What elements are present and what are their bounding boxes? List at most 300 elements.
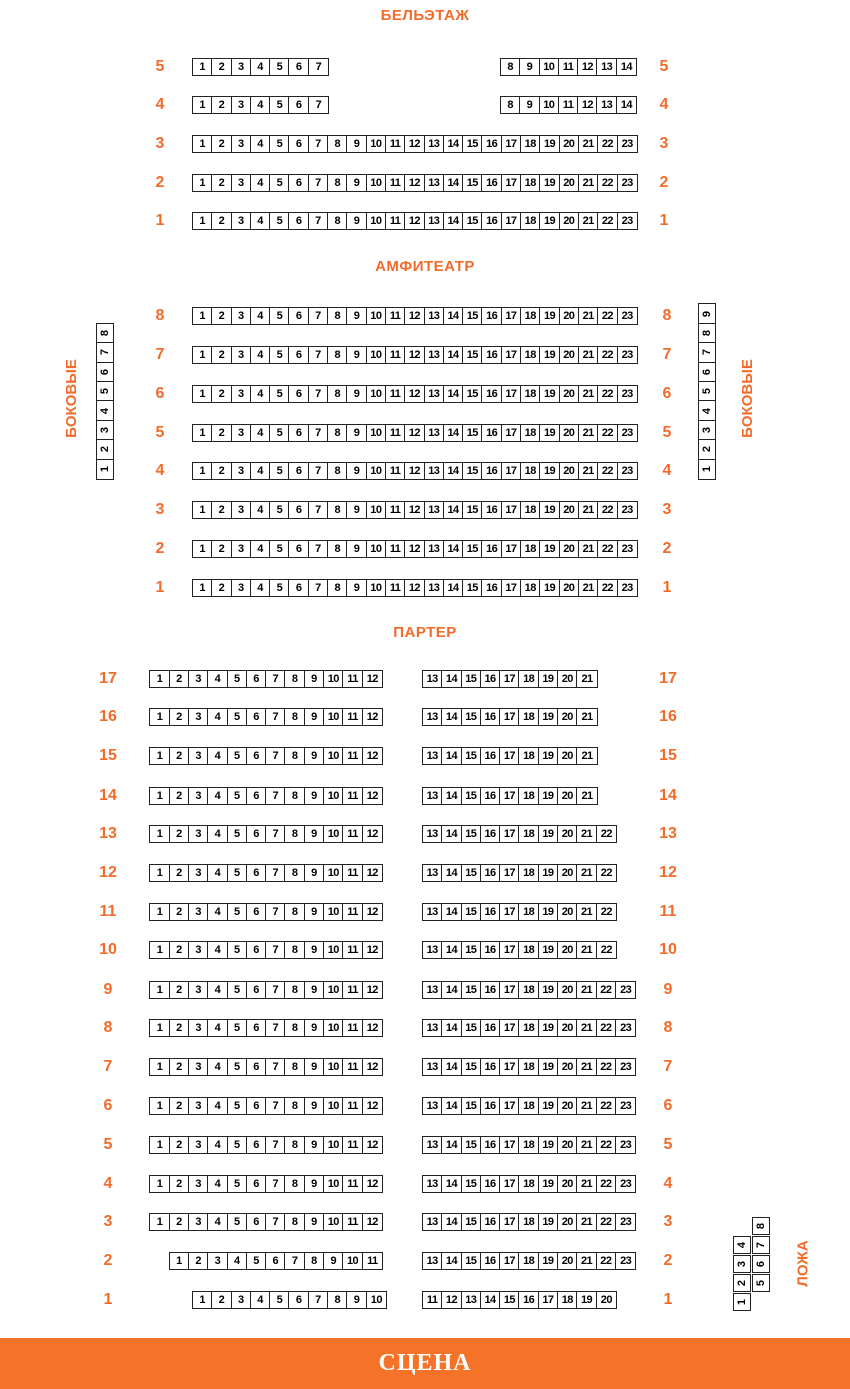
amphitheatre-seat-r7-s8[interactable]: 8	[328, 347, 347, 363]
amphitheatre-seat-r6-s1[interactable]: 1	[193, 386, 212, 402]
stalls-seat-r17-s4[interactable]: 4	[208, 671, 227, 687]
balcony-seat-r4-s4[interactable]: 4	[251, 97, 270, 113]
stalls-seat-r16-s4[interactable]: 4	[208, 709, 227, 725]
amphitheatre-seat-r1-s12[interactable]: 12	[405, 580, 424, 596]
balcony-seat-r4-s14[interactable]: 14	[620, 99, 632, 111]
amphitheatre-seat-r8-s23[interactable]: 23	[621, 310, 633, 322]
stalls-seat-r16-s9[interactable]: 9	[305, 709, 324, 725]
amphitheatre-seat-r1-s5[interactable]: 5	[270, 580, 289, 596]
stalls-seat-r9-s12[interactable]: 12	[366, 984, 378, 996]
stalls-seat-r12-s5[interactable]: 5	[228, 865, 247, 881]
stalls-seat-r12-s1[interactable]: 1	[150, 865, 169, 881]
balcony-seat-r3-s20[interactable]: 20	[560, 136, 579, 152]
side-right-seat-5[interactable]: 5	[699, 382, 715, 401]
stalls-seat-r8-s21[interactable]: 21	[577, 1020, 596, 1036]
stalls-seat-r9-s17[interactable]: 17	[500, 982, 519, 998]
stalls-seat-r7-s6[interactable]: 6	[247, 1059, 266, 1075]
stalls-seat-r16-s2[interactable]: 2	[170, 709, 189, 725]
stalls-seat-r13-s7[interactable]: 7	[266, 826, 285, 842]
amphitheatre-seat-r1-s4[interactable]: 4	[251, 580, 270, 596]
stalls-seat-r17-s1[interactable]: 1	[150, 671, 169, 687]
side-left-seat-5[interactable]: 5	[97, 382, 113, 401]
stalls-seat-r4-s14[interactable]: 14	[442, 1176, 461, 1192]
stalls-seat-r11-s2[interactable]: 2	[170, 904, 189, 920]
stalls-seat-r13-s9[interactable]: 9	[305, 826, 324, 842]
stalls-seat-r1-s14[interactable]: 14	[481, 1292, 500, 1308]
amphitheatre-seat-r7-s23[interactable]: 23	[621, 349, 633, 361]
balcony-seat-r1-s1[interactable]: 1	[193, 213, 212, 229]
balcony-seat-r4-s6[interactable]: 6	[289, 97, 308, 113]
stalls-seat-r4-s17[interactable]: 17	[500, 1176, 519, 1192]
balcony-seat-r1-s9[interactable]: 9	[347, 213, 366, 229]
stalls-seat-r1-s4[interactable]: 4	[251, 1292, 270, 1308]
stalls-seat-r12-s14[interactable]: 14	[442, 865, 461, 881]
stalls-seat-r1-s9[interactable]: 9	[347, 1292, 366, 1308]
balcony-seat-r2-s12[interactable]: 12	[405, 175, 424, 191]
stalls-seat-r3-s21[interactable]: 21	[577, 1214, 596, 1230]
stalls-seat-r11-s7[interactable]: 7	[266, 904, 285, 920]
stalls-seat-r16-s17[interactable]: 17	[500, 709, 519, 725]
stalls-seat-r13-s8[interactable]: 8	[285, 826, 304, 842]
amphitheatre-seat-r5-s17[interactable]: 17	[502, 425, 521, 441]
balcony-seat-r5-s11[interactable]: 11	[559, 59, 578, 75]
stalls-seat-r3-s4[interactable]: 4	[208, 1214, 227, 1230]
balcony-seat-r2-s1[interactable]: 1	[193, 175, 212, 191]
amphitheatre-seat-r7-s15[interactable]: 15	[463, 347, 482, 363]
side-right-seat-8[interactable]: 8	[699, 324, 715, 343]
amphitheatre-seat-r6-s6[interactable]: 6	[289, 386, 308, 402]
side-right-seat-7[interactable]: 7	[699, 343, 715, 362]
stalls-seat-r15-s13[interactable]: 13	[423, 748, 442, 764]
balcony-seat-r2-s7[interactable]: 7	[309, 175, 328, 191]
stalls-seat-r8-s19[interactable]: 19	[539, 1020, 558, 1036]
amphitheatre-seat-r1-s8[interactable]: 8	[328, 580, 347, 596]
amphitheatre-seat-r3-s15[interactable]: 15	[463, 502, 482, 518]
amphitheatre-seat-r3-s23[interactable]: 23	[621, 504, 633, 516]
stalls-seat-r16-s11[interactable]: 11	[343, 709, 362, 725]
stalls-seat-r5-s3[interactable]: 3	[189, 1137, 208, 1153]
balcony-seat-r5-s7[interactable]: 7	[315, 61, 322, 73]
stalls-seat-r5-s15[interactable]: 15	[462, 1137, 481, 1153]
amphitheatre-seat-r1-s14[interactable]: 14	[444, 580, 463, 596]
amphitheatre-seat-r6-s17[interactable]: 17	[502, 386, 521, 402]
stalls-seat-r14-s11[interactable]: 11	[343, 788, 362, 804]
stalls-seat-r6-s4[interactable]: 4	[208, 1098, 227, 1114]
stalls-seat-r11-s11[interactable]: 11	[343, 904, 362, 920]
stalls-seat-r2-s4[interactable]: 4	[228, 1253, 247, 1269]
stalls-seat-r5-s13[interactable]: 13	[423, 1137, 442, 1153]
amphitheatre-seat-r5-s12[interactable]: 12	[405, 425, 424, 441]
balcony-seat-r3-s21[interactable]: 21	[579, 136, 598, 152]
balcony-seat-r5-s1[interactable]: 1	[193, 59, 212, 75]
stalls-seat-r2-s22[interactable]: 22	[597, 1253, 616, 1269]
amphitheatre-seat-r4-s2[interactable]: 2	[212, 463, 231, 479]
stalls-seat-r4-s10[interactable]: 10	[324, 1176, 343, 1192]
stalls-seat-r14-s20[interactable]: 20	[558, 788, 577, 804]
stalls-seat-r9-s10[interactable]: 10	[324, 982, 343, 998]
stalls-seat-r15-s21[interactable]: 21	[581, 750, 593, 762]
stalls-seat-r6-s9[interactable]: 9	[305, 1098, 324, 1114]
stalls-seat-r5-s6[interactable]: 6	[247, 1137, 266, 1153]
stalls-seat-r8-s17[interactable]: 17	[500, 1020, 519, 1036]
stalls-seat-r8-s20[interactable]: 20	[558, 1020, 577, 1036]
stalls-seat-r17-s21[interactable]: 21	[581, 673, 593, 685]
stalls-seat-r8-s3[interactable]: 3	[189, 1020, 208, 1036]
box-seat-8[interactable]: 8	[752, 1217, 770, 1235]
stalls-seat-r7-s4[interactable]: 4	[208, 1059, 227, 1075]
amphitheatre-seat-r2-s15[interactable]: 15	[463, 541, 482, 557]
stalls-seat-r5-s7[interactable]: 7	[266, 1137, 285, 1153]
stalls-seat-r3-s20[interactable]: 20	[558, 1214, 577, 1230]
amphitheatre-seat-r4-s1[interactable]: 1	[193, 463, 212, 479]
amphitheatre-seat-r4-s3[interactable]: 3	[232, 463, 251, 479]
amphitheatre-seat-r3-s20[interactable]: 20	[560, 502, 579, 518]
amphitheatre-seat-r3-s14[interactable]: 14	[444, 502, 463, 518]
amphitheatre-seat-r8-s10[interactable]: 10	[367, 308, 386, 324]
amphitheatre-seat-r8-s6[interactable]: 6	[289, 308, 308, 324]
stalls-seat-r9-s9[interactable]: 9	[305, 982, 324, 998]
stalls-seat-r5-s16[interactable]: 16	[481, 1137, 500, 1153]
stalls-seat-r14-s2[interactable]: 2	[170, 788, 189, 804]
amphitheatre-seat-r4-s21[interactable]: 21	[579, 463, 598, 479]
stalls-seat-r1-s15[interactable]: 15	[500, 1292, 519, 1308]
balcony-seat-r1-s5[interactable]: 5	[270, 213, 289, 229]
stalls-seat-r1-s20[interactable]: 20	[600, 1294, 612, 1306]
balcony-seat-r5-s13[interactable]: 13	[597, 59, 616, 75]
amphitheatre-seat-r6-s7[interactable]: 7	[309, 386, 328, 402]
amphitheatre-seat-r8-s18[interactable]: 18	[521, 308, 540, 324]
amphitheatre-seat-r1-s6[interactable]: 6	[289, 580, 308, 596]
amphitheatre-seat-r6-s4[interactable]: 4	[251, 386, 270, 402]
stalls-seat-r13-s15[interactable]: 15	[462, 826, 481, 842]
balcony-seat-r3-s16[interactable]: 16	[482, 136, 501, 152]
balcony-seat-r1-s6[interactable]: 6	[289, 213, 308, 229]
stalls-seat-r15-s7[interactable]: 7	[266, 748, 285, 764]
stalls-seat-r2-s3[interactable]: 3	[208, 1253, 227, 1269]
amphitheatre-seat-r3-s10[interactable]: 10	[367, 502, 386, 518]
amphitheatre-seat-r3-s8[interactable]: 8	[328, 502, 347, 518]
stalls-seat-r9-s8[interactable]: 8	[285, 982, 304, 998]
amphitheatre-seat-r6-s16[interactable]: 16	[482, 386, 501, 402]
stalls-seat-r11-s22[interactable]: 22	[600, 906, 612, 918]
amphitheatre-seat-r8-s9[interactable]: 9	[347, 308, 366, 324]
stalls-seat-r11-s14[interactable]: 14	[442, 904, 461, 920]
balcony-seat-r1-s10[interactable]: 10	[367, 213, 386, 229]
amphitheatre-seat-r4-s22[interactable]: 22	[598, 463, 617, 479]
balcony-seat-r2-s5[interactable]: 5	[270, 175, 289, 191]
balcony-seat-r2-s17[interactable]: 17	[502, 175, 521, 191]
balcony-seat-r4-s2[interactable]: 2	[212, 97, 231, 113]
stalls-seat-r6-s20[interactable]: 20	[558, 1098, 577, 1114]
stalls-seat-r6-s22[interactable]: 22	[597, 1098, 616, 1114]
amphitheatre-seat-r8-s21[interactable]: 21	[579, 308, 598, 324]
stalls-seat-r5-s11[interactable]: 11	[343, 1137, 362, 1153]
stalls-seat-r4-s3[interactable]: 3	[189, 1176, 208, 1192]
amphitheatre-seat-r5-s5[interactable]: 5	[270, 425, 289, 441]
stalls-seat-r3-s13[interactable]: 13	[423, 1214, 442, 1230]
balcony-seat-r1-s20[interactable]: 20	[560, 213, 579, 229]
stalls-seat-r9-s14[interactable]: 14	[442, 982, 461, 998]
balcony-seat-r3-s3[interactable]: 3	[232, 136, 251, 152]
stalls-seat-r6-s17[interactable]: 17	[500, 1098, 519, 1114]
amphitheatre-seat-r3-s1[interactable]: 1	[193, 502, 212, 518]
stalls-seat-r7-s3[interactable]: 3	[189, 1059, 208, 1075]
stalls-seat-r5-s18[interactable]: 18	[519, 1137, 538, 1153]
side-left-seat-8[interactable]: 8	[97, 324, 113, 343]
stalls-seat-r13-s5[interactable]: 5	[228, 826, 247, 842]
amphitheatre-seat-r4-s14[interactable]: 14	[444, 463, 463, 479]
stalls-seat-r6-s15[interactable]: 15	[462, 1098, 481, 1114]
stalls-seat-r4-s15[interactable]: 15	[462, 1176, 481, 1192]
stalls-seat-r1-s8[interactable]: 8	[328, 1292, 347, 1308]
stalls-seat-r2-s9[interactable]: 9	[324, 1253, 343, 1269]
stalls-seat-r16-s18[interactable]: 18	[519, 709, 538, 725]
stalls-seat-r15-s11[interactable]: 11	[343, 748, 362, 764]
stalls-seat-r1-s6[interactable]: 6	[289, 1292, 308, 1308]
stalls-seat-r7-s11[interactable]: 11	[343, 1059, 362, 1075]
balcony-seat-r3-s5[interactable]: 5	[270, 136, 289, 152]
box-seat-2[interactable]: 2	[733, 1274, 751, 1292]
stalls-seat-r2-s2[interactable]: 2	[189, 1253, 208, 1269]
balcony-seat-r1-s19[interactable]: 19	[540, 213, 559, 229]
amphitheatre-seat-r8-s15[interactable]: 15	[463, 308, 482, 324]
stalls-seat-r13-s22[interactable]: 22	[600, 828, 612, 840]
amphitheatre-seat-r7-s10[interactable]: 10	[367, 347, 386, 363]
stalls-seat-r15-s10[interactable]: 10	[324, 748, 343, 764]
stalls-seat-r14-s14[interactable]: 14	[442, 788, 461, 804]
stalls-seat-r7-s10[interactable]: 10	[324, 1059, 343, 1075]
balcony-seat-r2-s21[interactable]: 21	[579, 175, 598, 191]
stalls-seat-r10-s14[interactable]: 14	[442, 942, 461, 958]
stalls-seat-r6-s16[interactable]: 16	[481, 1098, 500, 1114]
balcony-seat-r4-s8[interactable]: 8	[501, 97, 520, 113]
amphitheatre-seat-r4-s17[interactable]: 17	[502, 463, 521, 479]
amphitheatre-seat-r7-s1[interactable]: 1	[193, 347, 212, 363]
stalls-seat-r14-s19[interactable]: 19	[539, 788, 558, 804]
balcony-seat-r2-s6[interactable]: 6	[289, 175, 308, 191]
amphitheatre-seat-r7-s20[interactable]: 20	[560, 347, 579, 363]
amphitheatre-seat-r5-s22[interactable]: 22	[598, 425, 617, 441]
amphitheatre-seat-r5-s10[interactable]: 10	[367, 425, 386, 441]
stalls-seat-r8-s1[interactable]: 1	[150, 1020, 169, 1036]
stalls-seat-r9-s21[interactable]: 21	[577, 982, 596, 998]
stalls-seat-r3-s6[interactable]: 6	[247, 1214, 266, 1230]
stalls-seat-r15-s9[interactable]: 9	[305, 748, 324, 764]
stalls-seat-r7-s2[interactable]: 2	[170, 1059, 189, 1075]
balcony-seat-r3-s19[interactable]: 19	[540, 136, 559, 152]
stalls-seat-r1-s3[interactable]: 3	[232, 1292, 251, 1308]
stalls-seat-r2-s17[interactable]: 17	[500, 1253, 519, 1269]
balcony-seat-r4-s12[interactable]: 12	[578, 97, 597, 113]
stalls-seat-r17-s19[interactable]: 19	[539, 671, 558, 687]
stalls-seat-r16-s5[interactable]: 5	[228, 709, 247, 725]
amphitheatre-seat-r6-s22[interactable]: 22	[598, 386, 617, 402]
balcony-seat-r5-s4[interactable]: 4	[251, 59, 270, 75]
side-right-seat-6[interactable]: 6	[699, 363, 715, 382]
amphitheatre-seat-r8-s4[interactable]: 4	[251, 308, 270, 324]
balcony-seat-r3-s2[interactable]: 2	[212, 136, 231, 152]
stalls-seat-r17-s17[interactable]: 17	[500, 671, 519, 687]
stalls-seat-r17-s13[interactable]: 13	[423, 671, 442, 687]
amphitheatre-seat-r3-s4[interactable]: 4	[251, 502, 270, 518]
stalls-seat-r11-s19[interactable]: 19	[539, 904, 558, 920]
amphitheatre-seat-r8-s3[interactable]: 3	[232, 308, 251, 324]
amphitheatre-seat-r7-s3[interactable]: 3	[232, 347, 251, 363]
stalls-seat-r9-s22[interactable]: 22	[597, 982, 616, 998]
amphitheatre-seat-r1-s18[interactable]: 18	[521, 580, 540, 596]
amphitheatre-seat-r8-s16[interactable]: 16	[482, 308, 501, 324]
balcony-seat-r3-s17[interactable]: 17	[502, 136, 521, 152]
stalls-seat-r13-s17[interactable]: 17	[500, 826, 519, 842]
amphitheatre-seat-r7-s21[interactable]: 21	[579, 347, 598, 363]
amphitheatre-seat-r1-s23[interactable]: 23	[621, 582, 633, 594]
stalls-seat-r15-s1[interactable]: 1	[150, 748, 169, 764]
stalls-seat-r16-s20[interactable]: 20	[558, 709, 577, 725]
balcony-seat-r5-s8[interactable]: 8	[501, 59, 520, 75]
stalls-seat-r8-s15[interactable]: 15	[462, 1020, 481, 1036]
stalls-seat-r5-s20[interactable]: 20	[558, 1137, 577, 1153]
stalls-seat-r3-s9[interactable]: 9	[305, 1214, 324, 1230]
amphitheatre-seat-r3-s21[interactable]: 21	[579, 502, 598, 518]
balcony-seat-r5-s3[interactable]: 3	[232, 59, 251, 75]
amphitheatre-seat-r3-s19[interactable]: 19	[540, 502, 559, 518]
amphitheatre-seat-r7-s18[interactable]: 18	[521, 347, 540, 363]
stalls-seat-r11-s13[interactable]: 13	[423, 904, 442, 920]
amphitheatre-seat-r1-s10[interactable]: 10	[367, 580, 386, 596]
stalls-seat-r1-s18[interactable]: 18	[558, 1292, 577, 1308]
side-left-seat-2[interactable]: 2	[97, 440, 113, 459]
stalls-seat-r10-s5[interactable]: 5	[228, 942, 247, 958]
balcony-seat-r2-s23[interactable]: 23	[621, 177, 633, 189]
stalls-seat-r10-s11[interactable]: 11	[343, 942, 362, 958]
stalls-seat-r11-s6[interactable]: 6	[247, 904, 266, 920]
stalls-seat-r12-s15[interactable]: 15	[462, 865, 481, 881]
stalls-seat-r17-s15[interactable]: 15	[462, 671, 481, 687]
amphitheatre-seat-r2-s10[interactable]: 10	[367, 541, 386, 557]
stalls-seat-r14-s1[interactable]: 1	[150, 788, 169, 804]
balcony-seat-r1-s16[interactable]: 16	[482, 213, 501, 229]
balcony-seat-r2-s20[interactable]: 20	[560, 175, 579, 191]
amphitheatre-seat-r8-s11[interactable]: 11	[386, 308, 405, 324]
box-seat-4[interactable]: 4	[733, 1236, 751, 1254]
balcony-seat-r3-s7[interactable]: 7	[309, 136, 328, 152]
balcony-seat-r4-s9[interactable]: 9	[520, 97, 539, 113]
stalls-seat-r15-s12[interactable]: 12	[366, 750, 378, 762]
stalls-seat-r7-s23[interactable]: 23	[620, 1061, 632, 1073]
stalls-seat-r11-s12[interactable]: 12	[366, 906, 378, 918]
stalls-seat-r8-s14[interactable]: 14	[442, 1020, 461, 1036]
stalls-seat-r4-s7[interactable]: 7	[266, 1176, 285, 1192]
amphitheatre-seat-r6-s19[interactable]: 19	[540, 386, 559, 402]
balcony-seat-r1-s12[interactable]: 12	[405, 213, 424, 229]
balcony-seat-r1-s15[interactable]: 15	[463, 213, 482, 229]
stalls-seat-r13-s21[interactable]: 21	[577, 826, 596, 842]
balcony-seat-r3-s4[interactable]: 4	[251, 136, 270, 152]
stalls-seat-r17-s10[interactable]: 10	[324, 671, 343, 687]
stalls-seat-r12-s22[interactable]: 22	[600, 867, 612, 879]
balcony-seat-r3-s12[interactable]: 12	[405, 136, 424, 152]
amphitheatre-seat-r6-s15[interactable]: 15	[463, 386, 482, 402]
stalls-seat-r12-s21[interactable]: 21	[577, 865, 596, 881]
stalls-seat-r10-s3[interactable]: 3	[189, 942, 208, 958]
amphitheatre-seat-r7-s19[interactable]: 19	[540, 347, 559, 363]
stalls-seat-r7-s8[interactable]: 8	[285, 1059, 304, 1075]
stalls-seat-r4-s18[interactable]: 18	[519, 1176, 538, 1192]
balcony-seat-r1-s7[interactable]: 7	[309, 213, 328, 229]
stalls-seat-r4-s20[interactable]: 20	[558, 1176, 577, 1192]
stalls-seat-r2-s7[interactable]: 7	[285, 1253, 304, 1269]
stalls-seat-r12-s20[interactable]: 20	[558, 865, 577, 881]
stalls-seat-r3-s18[interactable]: 18	[519, 1214, 538, 1230]
amphitheatre-seat-r5-s19[interactable]: 19	[540, 425, 559, 441]
stalls-seat-r1-s2[interactable]: 2	[212, 1292, 231, 1308]
amphitheatre-seat-r2-s14[interactable]: 14	[444, 541, 463, 557]
stalls-seat-r17-s9[interactable]: 9	[305, 671, 324, 687]
balcony-seat-r2-s22[interactable]: 22	[598, 175, 617, 191]
amphitheatre-seat-r6-s21[interactable]: 21	[579, 386, 598, 402]
stalls-seat-r10-s1[interactable]: 1	[150, 942, 169, 958]
stalls-seat-r17-s2[interactable]: 2	[170, 671, 189, 687]
amphitheatre-seat-r6-s11[interactable]: 11	[386, 386, 405, 402]
amphitheatre-seat-r6-s3[interactable]: 3	[232, 386, 251, 402]
balcony-seat-r2-s4[interactable]: 4	[251, 175, 270, 191]
stalls-seat-r10-s16[interactable]: 16	[481, 942, 500, 958]
stalls-seat-r13-s12[interactable]: 12	[366, 828, 378, 840]
stalls-seat-r9-s20[interactable]: 20	[558, 982, 577, 998]
stalls-seat-r11-s3[interactable]: 3	[189, 904, 208, 920]
amphitheatre-seat-r6-s14[interactable]: 14	[444, 386, 463, 402]
amphitheatre-seat-r7-s7[interactable]: 7	[309, 347, 328, 363]
amphitheatre-seat-r4-s9[interactable]: 9	[347, 463, 366, 479]
stalls-seat-r14-s7[interactable]: 7	[266, 788, 285, 804]
stalls-seat-r14-s3[interactable]: 3	[189, 788, 208, 804]
stalls-seat-r8-s16[interactable]: 16	[481, 1020, 500, 1036]
stalls-seat-r10-s22[interactable]: 22	[600, 944, 612, 956]
balcony-seat-r5-s9[interactable]: 9	[520, 59, 539, 75]
balcony-seat-r3-s14[interactable]: 14	[444, 136, 463, 152]
stalls-seat-r4-s21[interactable]: 21	[577, 1176, 596, 1192]
amphitheatre-seat-r2-s11[interactable]: 11	[386, 541, 405, 557]
stalls-seat-r12-s8[interactable]: 8	[285, 865, 304, 881]
stalls-seat-r15-s2[interactable]: 2	[170, 748, 189, 764]
balcony-seat-r2-s14[interactable]: 14	[444, 175, 463, 191]
stalls-seat-r2-s6[interactable]: 6	[266, 1253, 285, 1269]
stalls-seat-r14-s17[interactable]: 17	[500, 788, 519, 804]
stalls-seat-r15-s20[interactable]: 20	[558, 748, 577, 764]
stalls-seat-r6-s10[interactable]: 10	[324, 1098, 343, 1114]
amphitheatre-seat-r2-s19[interactable]: 19	[540, 541, 559, 557]
stalls-seat-r17-s11[interactable]: 11	[343, 671, 362, 687]
balcony-seat-r3-s23[interactable]: 23	[621, 138, 633, 150]
stalls-seat-r3-s8[interactable]: 8	[285, 1214, 304, 1230]
stalls-seat-r6-s23[interactable]: 23	[620, 1100, 632, 1112]
amphitheatre-seat-r6-s9[interactable]: 9	[347, 386, 366, 402]
amphitheatre-seat-r1-s1[interactable]: 1	[193, 580, 212, 596]
stalls-seat-r10-s13[interactable]: 13	[423, 942, 442, 958]
stalls-seat-r5-s21[interactable]: 21	[577, 1137, 596, 1153]
amphitheatre-seat-r4-s5[interactable]: 5	[270, 463, 289, 479]
amphitheatre-seat-r3-s7[interactable]: 7	[309, 502, 328, 518]
stalls-seat-r12-s4[interactable]: 4	[208, 865, 227, 881]
amphitheatre-seat-r4-s7[interactable]: 7	[309, 463, 328, 479]
stalls-seat-r2-s5[interactable]: 5	[247, 1253, 266, 1269]
stalls-seat-r14-s15[interactable]: 15	[462, 788, 481, 804]
stalls-seat-r12-s13[interactable]: 13	[423, 865, 442, 881]
amphitheatre-seat-r1-s7[interactable]: 7	[309, 580, 328, 596]
stalls-seat-r13-s4[interactable]: 4	[208, 826, 227, 842]
amphitheatre-seat-r5-s15[interactable]: 15	[463, 425, 482, 441]
balcony-seat-r5-s12[interactable]: 12	[578, 59, 597, 75]
